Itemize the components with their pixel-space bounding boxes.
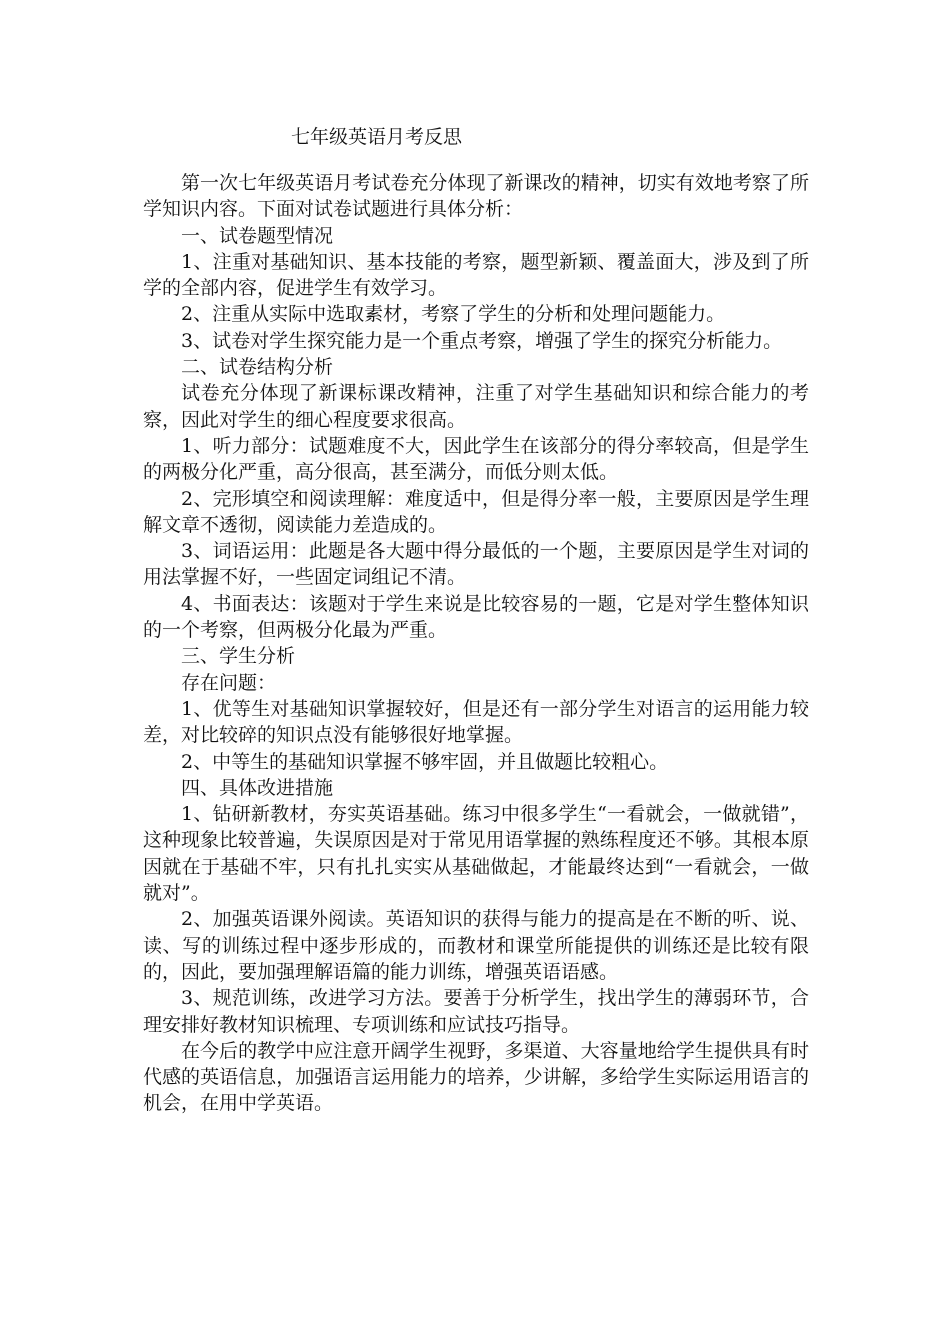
body-paragraph: 3、试卷对学生探究能力是一个重点考察，增强了学生的探究分析能力。 (181, 329, 783, 352)
section-heading: 四、具体改进措施 (181, 776, 334, 799)
document-title: 七年级英语月考反思 (291, 126, 463, 148)
body-paragraph: 3、规范训练，改进学习方法。要善于分析学生，找出学生的薄弱环节，合理安排好教材知识梳理、专项训练和应试技巧指导。 (143, 987, 809, 1036)
closing-paragraph: 在今后的教学中应注意开阔学生视野，多渠道、大容量地给学生提供具有时代感的英语信息，加强语言运用能力的培养，少讲解，多给学生实际运用语言的机会，在用中学英语。 (143, 1039, 809, 1115)
body-paragraph: 试卷充分体现了新课标课改精神，注重了对学生基础知识和综合能力的考察，因此对学生的细心程度要求很高。 (143, 382, 809, 431)
body-paragraph: 存在问题： (181, 671, 277, 694)
section-heading: 三、学生分析 (181, 645, 296, 668)
intro-paragraph: 第一次七年级英语月考试卷充分体现了新课改的精神，切实有效地考察了所学知识内容。下面对试卷试题进行具体分析： (143, 172, 809, 221)
body-paragraph: 2、中等生的基础知识掌握不够牢固，并且做题比较粗心。 (181, 750, 669, 773)
document-body (143, 170, 809, 1117)
body-paragraph: 2、注重从实际中选取素材，考察了学生的分析和处理问题能力。 (181, 303, 726, 326)
body-paragraph: 1、听力部分：试题难度不大，因此学生在该部分的得分率较高，但是学生的两极分化严重，高分很高，甚至满分，而低分则太低。 (143, 434, 809, 484)
body-paragraph: 4、书面表达：该题对于学生来说是比较容易的一题，它是对学生整体知识的一个考察，但两极分化最为严重。 (143, 592, 809, 642)
body-paragraph: 1、优等生对基础知识掌握较好，但是还有一部分学生对语言的运用能力较差，对比较碎的知识点没有能够很好地掌握。 (143, 697, 809, 747)
section-heading: 二、试卷结构分析 (181, 356, 334, 379)
body-paragraph: 1、注重对基础知识、基本技能的考察，题型新颖、覆盖面大，涉及到了所学的全部内容，促进学生有效学习。 (143, 250, 809, 300)
body-paragraph: 3、词语运用：此题是各大题中得分最低的一个题，主要原因是学生对词的用法掌握不好，一些固定词组记不清。 (143, 540, 809, 589)
body-paragraph: 2、完形填空和阅读理解：难度适中，但是得分率一般，主要原因是学生理解文章不透彻，阅读能力差造成的。 (143, 487, 809, 536)
section-heading: 一、试卷题型情况 (181, 224, 334, 247)
body-paragraph: 2、加强英语课外阅读。英语知识的获得与能力的提高是在不断的听、说、读、写的训练过程中逐步形成的，而教材和课堂所能提供的训练还是比较有限的，因此，要加强理解语篇的能力训练，增强英语语感。 (143, 908, 809, 983)
body-paragraph: 1、钻研新教材，夯实英语基础。练习中很多学生“一看就会，一做就错”，这种现象比较普遍，失误原因是对于常见用语掌握的熟练程度还不够。其根本原因就在于基础不牢，只有扎扎实实从基础做起，才能最终达到“一看就会，一做就对”。 (143, 803, 809, 905)
